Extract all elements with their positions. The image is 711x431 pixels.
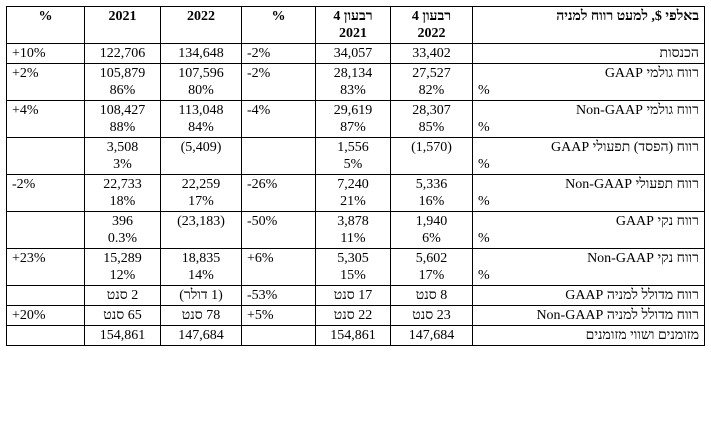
cell-q4-2022: (1,570) [391, 138, 473, 175]
table-row [7, 138, 705, 175]
financial-results-table [6, 6, 705, 346]
cell-year-change: -2% [7, 175, 85, 212]
cell-year-change [7, 138, 85, 175]
row-label: רווח נקי Non-GAAP % [473, 249, 705, 286]
table-row [7, 306, 705, 326]
cell-quarter-change: +6% [242, 249, 316, 286]
cell-quarter-change: +5% [242, 306, 316, 326]
cell-q4-2022: 8 סנט [391, 286, 473, 306]
cell-year-2021: 105,879 86% [85, 64, 161, 101]
row-label: הכנסות [473, 44, 705, 64]
cell-q4-2021: 28,134 83% [316, 64, 391, 101]
cell-year-change: +2% [7, 64, 85, 101]
cell-year-2021: 122,706 [85, 44, 161, 64]
cell-q4-2021: 34,057 [316, 44, 391, 64]
header-year-pct: % [7, 7, 85, 44]
cell-year-2022: 78 סנט [161, 306, 242, 326]
cell-year-2022: 22,259 17% [161, 175, 242, 212]
cell-quarter-change [242, 326, 316, 346]
cell-q4-2022: 23 סנט [391, 306, 473, 326]
cell-year-change: +10% [7, 44, 85, 64]
header-q4-2021: רבעון 4 2021 [316, 7, 391, 44]
row-label: רווח נקי GAAP % [473, 212, 705, 249]
header-quarter-pct: % [242, 7, 316, 44]
cell-year-2022: 18,835 14% [161, 249, 242, 286]
cell-q4-2022: 1,940 6% [391, 212, 473, 249]
cell-q4-2022: 27,527 82% [391, 64, 473, 101]
cell-quarter-change: -26% [242, 175, 316, 212]
table-row [7, 44, 705, 64]
cell-year-change: +20% [7, 306, 85, 326]
cell-q4-2021: 7,240 21% [316, 175, 391, 212]
cell-year-change: +4% [7, 101, 85, 138]
cell-q4-2022: 5,336 16% [391, 175, 473, 212]
cell-quarter-change: -2% [242, 44, 316, 64]
cell-q4-2021: 154,861 [316, 326, 391, 346]
cell-q4-2021: 17 סנט [316, 286, 391, 306]
cell-q4-2022: 5,602 17% [391, 249, 473, 286]
cell-q4-2021: 3,878 11% [316, 212, 391, 249]
cell-q4-2021: 29,619 87% [316, 101, 391, 138]
cell-year-2021: 65 סנט [85, 306, 161, 326]
cell-year-2022: 107,596 80% [161, 64, 242, 101]
table-row [7, 286, 705, 306]
row-label: רווח (הפסד) תפעולי GAAP % [473, 138, 705, 175]
cell-year-2022: (23,183) [161, 212, 242, 249]
header-q4-2022: רבעון 4 2022 [391, 7, 473, 44]
table-row [7, 101, 705, 138]
cell-year-2021: 154,861 [85, 326, 161, 346]
financial-table-container [6, 6, 705, 346]
cell-year-2022: 134,648 [161, 44, 242, 64]
row-label: רווח גולמי GAAP % [473, 64, 705, 101]
cell-q4-2022: 33,402 [391, 44, 473, 64]
cell-year-2021: 3,508 3% [85, 138, 161, 175]
table-row [7, 64, 705, 101]
cell-year-2021: 15,289 12% [85, 249, 161, 286]
table-body [7, 44, 705, 346]
table-row [7, 326, 705, 346]
cell-year-2021: 22,733 18% [85, 175, 161, 212]
cell-q4-2021: 1,556 5% [316, 138, 391, 175]
cell-quarter-change: -53% [242, 286, 316, 306]
cell-year-2022: (5,409) [161, 138, 242, 175]
cell-year-change [7, 326, 85, 346]
cell-year-2022: 113,048 84% [161, 101, 242, 138]
cell-q4-2022: 147,684 [391, 326, 473, 346]
row-label: רווח מדולל למניה GAAP [473, 286, 705, 306]
header-year-2022: 2022 [161, 7, 242, 44]
cell-quarter-change: -4% [242, 101, 316, 138]
cell-quarter-change [242, 138, 316, 175]
cell-year-change [7, 212, 85, 249]
cell-year-change: +23% [7, 249, 85, 286]
cell-year-2021: 2 סנט [85, 286, 161, 306]
table-row [7, 175, 705, 212]
cell-quarter-change: -50% [242, 212, 316, 249]
cell-q4-2021: 22 סנט [316, 306, 391, 326]
cell-q4-2022: 28,307 85% [391, 101, 473, 138]
cell-year-2022: 147,684 [161, 326, 242, 346]
table-header-row [7, 7, 705, 44]
row-label: מזומנים ושווי מזומנים [473, 326, 705, 346]
header-year-2021: 2021 [85, 7, 161, 44]
cell-year-2021: 108,427 88% [85, 101, 161, 138]
header-label: באלפי $, למעט רווח למניה [473, 7, 705, 44]
cell-q4-2021: 5,305 15% [316, 249, 391, 286]
cell-quarter-change: -2% [242, 64, 316, 101]
table-row [7, 212, 705, 249]
table-row [7, 249, 705, 286]
cell-year-2022: (1 דולר) [161, 286, 242, 306]
cell-year-2021: 396 0.3% [85, 212, 161, 249]
row-label: רווח גולמי Non-GAAP % [473, 101, 705, 138]
row-label: רווח תפעולי Non-GAAP % [473, 175, 705, 212]
cell-year-change [7, 286, 85, 306]
row-label: רווח מדולל למניה Non-GAAP [473, 306, 705, 326]
